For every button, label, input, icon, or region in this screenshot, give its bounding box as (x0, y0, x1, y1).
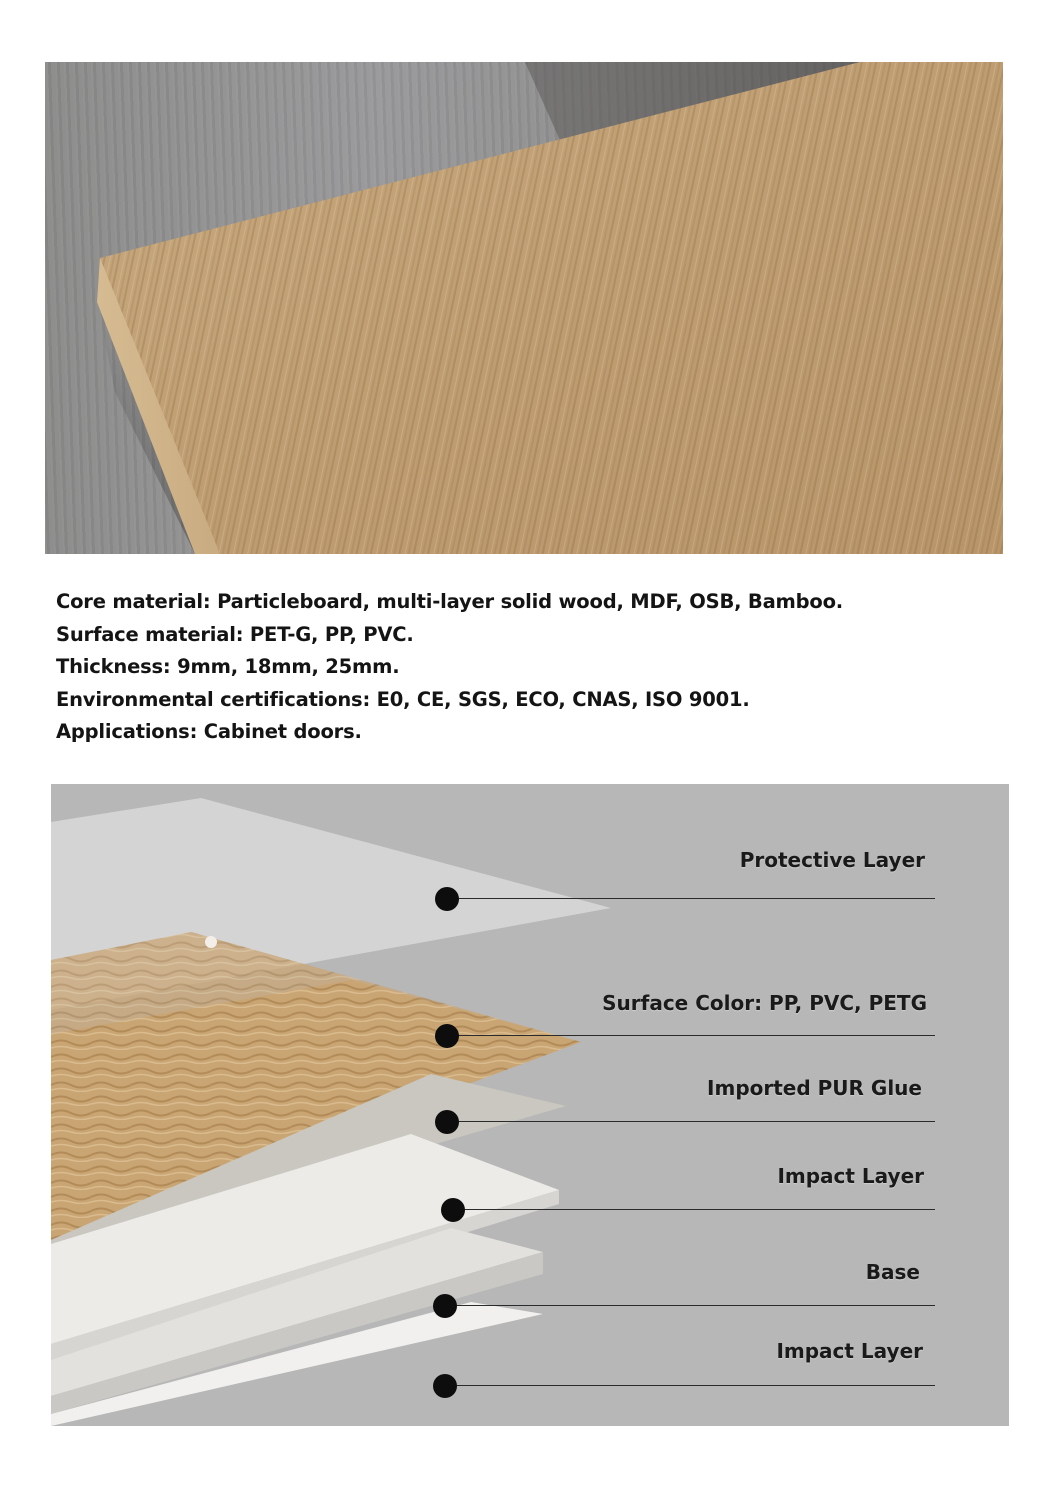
callout-dot-icon (435, 1110, 459, 1134)
layer-label-impact-bottom: Impact Layer (776, 1339, 923, 1363)
callout-line (447, 1035, 935, 1036)
callout-dot-icon (435, 1024, 459, 1048)
layer-label-impact: Impact Layer (777, 1164, 924, 1188)
layer-stack-illustration (51, 784, 1009, 1426)
callout-line (445, 1305, 935, 1306)
spec-applications: Applications: Cabinet doors. (56, 720, 362, 743)
spec-certifications: Environmental certifications: E0, CE, SGS, ECO, CNAS, ISO 9001. (56, 687, 750, 711)
layer-label-protective: Protective Layer (739, 848, 925, 872)
callout-dot-icon (441, 1198, 465, 1222)
layer-diagram (51, 784, 1009, 1426)
callout-line (453, 1209, 935, 1210)
layer-label-surface-color: Surface Color: PP, PVC, PETG (602, 991, 927, 1015)
spec-thickness: Thickness: 9mm, 18mm, 25mm. (56, 655, 400, 678)
spec-core-material: Core material: Particleboard, multi-layer solid wood, MDF, OSB, Bamboo. (56, 590, 844, 613)
callout-line (447, 1121, 935, 1122)
callout-line (447, 898, 935, 899)
spec-surface-material: Surface material: PET-G, PP, PVC. (56, 622, 414, 646)
callout-dot-icon (433, 1294, 457, 1318)
callout-dot-icon (435, 887, 459, 911)
layer-label-pur-glue: Imported PUR Glue (707, 1076, 922, 1100)
spec-list (56, 586, 1016, 749)
wood-panel-illustration (45, 62, 1003, 554)
product-photo (45, 62, 1003, 554)
callout-dot-icon (433, 1374, 457, 1398)
callout-line (445, 1385, 935, 1386)
layer-label-base: Base (865, 1260, 920, 1284)
